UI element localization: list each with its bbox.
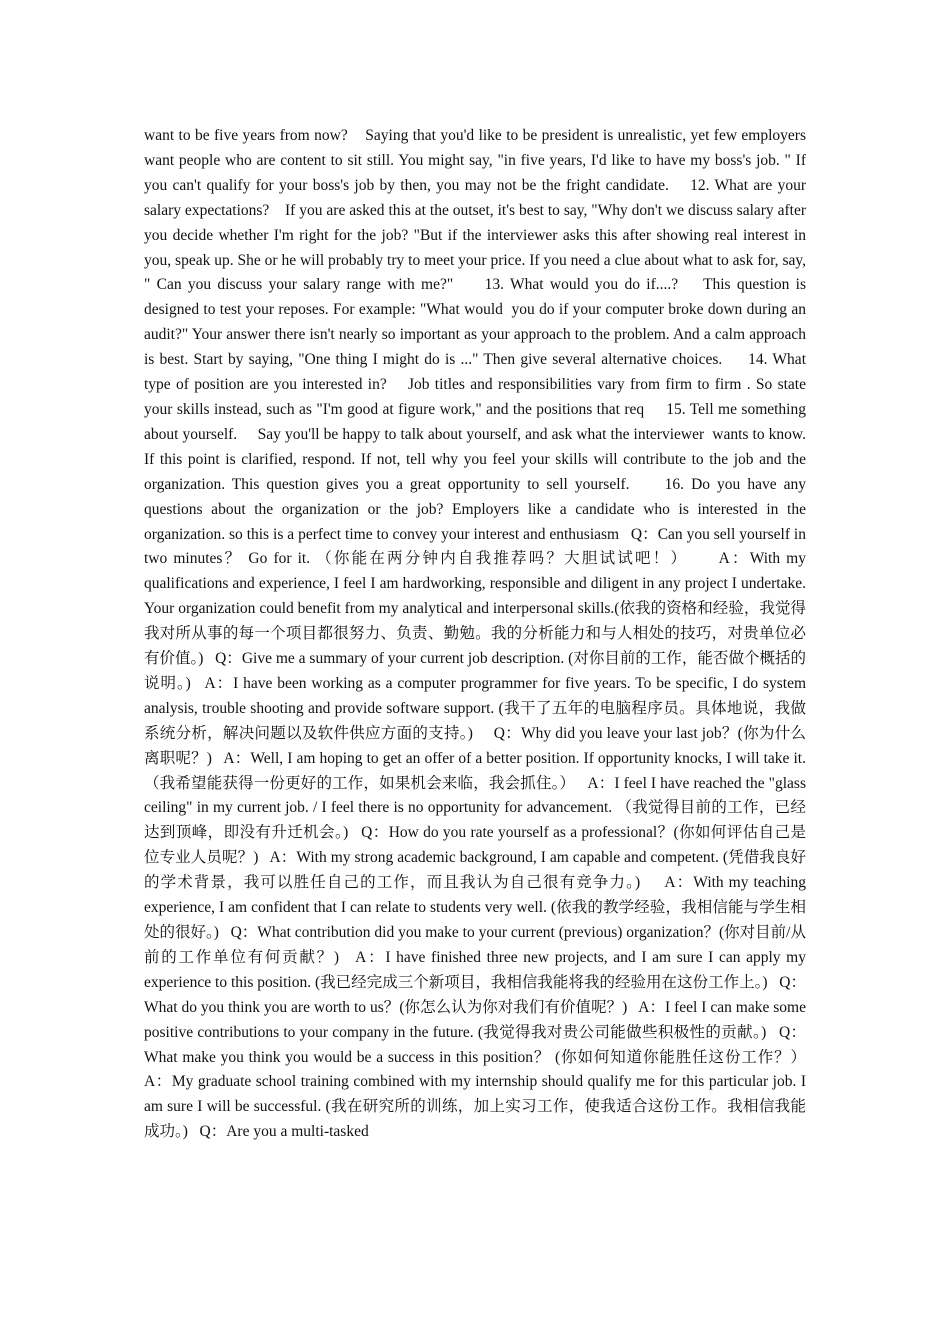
body-paragraph (144, 124, 826, 1145)
paragraph-text: want to be five years from now? Saying that you'd like to be president is unrealistic, yet few employers want people who are content to sit still. You might say, "in five years, I'd like to have my boss's job. " If you can't qualify for your boss's job by then, you may not be the fright candidate. 12. What are your salary expectations? If you are asked this at the outset, it's best to say, "Why don't we discuss salary after you decide whether I'm right for the job? "But if the interviewer asks this after showing real interest in you, speak up. She or he will probably try to meet your price. If you need a clue about what to ask for, say, " Can you discuss your salary range with me?" 13. What would you do if....? This question is designed to test your reposes. For example: "What would you do if your computer broke down during an audit?" Your answer there isn't nearly so important as your approach to the problem. And a calm approach is best. Start by saying, "One thing I might do is ..." Then give several alternative choices. 14. What type of position are you interested in? Job titles and responsibilities vary from firm to firm . So state your skills instead, such as "I'm good at figure work," and the positions that req 15. Tell me something about yourself. Say you'll be happy to talk about yourself, and ask what the interviewer wants to know. If this point is clarified, respond. If not, tell why you feel your skills will contribute to the job and the organization. This question gives you a great opportunity to sell yourself. 16. Do you have any questions about the organization or the job? Employers like a candidate who is interested in the organization. so this is a perfect time to convey your interest and enthusiasm Q：Can you sell yourself in two minutes？ Go for it. （你能在两分钟内自我推荐吗？大胆试试吧！） A：With my qualifications and experience, I feel I am hardworking, responsible and diligent in any project I undertake. Your organization could benefit from my analytical and interpersonal skills.(依我的资格和经验，我觉得我对所从事的每一个项目都很努力、负责、勤勉。我的分析能力和与人相处的技巧，对贵单位必有价值。) Q：Give me a summary of your current job description. (对你目前的工作，能否做个概括的说明。) A：I have been working as a computer programmer for five years. To be specific, I do system analysis, trouble shooting and provide software support. (我干了五年的电脑程序员。具体地说，我做系统分析，解决问题以及软件供应方面的支持。) Q：Why did you leave your last job？(你为什么离职呢？) A：Well, I am hoping to get an offer of a better position. If opportunity knocks, I will take it.（我希望能获得一份更好的工作，如果机会来临，我会抓住。） A：I feel I have reached the "glass ceiling" in my current job. / I feel there is no opportunity for advancement. （我觉得目前的工作，已经达到顶峰，即没有升迁机会。) Q：How do you rate yourself as a professional？(你如何评估自己是位专业人员呢？) A：With my strong academic background, I am capable and competent. (凭借我良好的学术背景，我可以胜任自己的工作，而且我认为自己很有竞争力。) A：With my teaching experience, I am confident that I can relate to students very well. (依我的教学经验，我相信能与学生相处的很好。) Q：What contribution did you make to your current (previous) organization？(你对目前/从前的工作单位有何贡献？) A：I have finished three new projects, and I am sure I can apply my experience to this position. (我已经完成三个新项目，我相信我能将我的经验用在这份工作上。) Q：What do you think you are worth to us？(你怎么认为你对我们有价值呢？) A：I feel I can make some positive contributions to your company in the future. (我觉得我对贵公司能做些积极性的贡献。) Q：What make you think you would be a success in this position？ (你如何知道你能胜任这份工作？） A：My graduate school training combined with my internship should qualify me for this particular job. I am sure I will be successful. (我在研究所的训练，加上实习工作，使我适合这份工作。我相信我能成功。) Q：Are you a multi-tasked (144, 127, 826, 1141)
